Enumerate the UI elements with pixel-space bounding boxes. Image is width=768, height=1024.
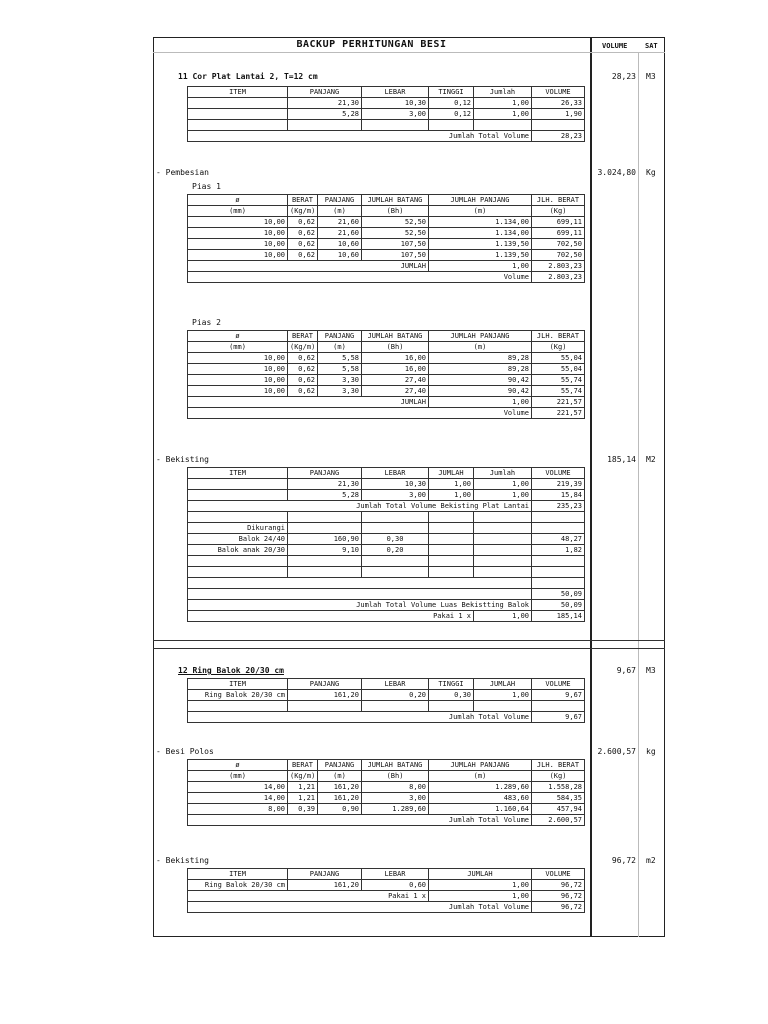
table-row	[188, 109, 585, 120]
unit-row: (mm) (Kg/m) (m) (Bh) (m) (Kg)	[188, 771, 585, 782]
table-row: 10,00 0,62 3,30 27,40 90,42 55,74	[188, 386, 585, 397]
bekisting-label: - Bekisting	[156, 455, 209, 464]
col-header: JLH. BERAT	[532, 195, 585, 206]
col-header: JUMLAH BATANG	[362, 195, 429, 206]
col-header: TINGGI	[429, 87, 474, 98]
table-header-row: ø BERAT PANJANG JUMLAH BATANG JUMLAH PANJANG JLH. BERAT	[188, 760, 585, 771]
pias1-label: Pias 1	[192, 182, 221, 191]
pembesian-label: - Pembesian	[156, 168, 209, 177]
section-volume: 185,14	[607, 455, 636, 464]
cell: 3,00	[362, 109, 429, 120]
total-row	[188, 131, 585, 142]
unit-cell: (Bh)	[362, 206, 429, 217]
unit-row: (mm) (Kg/m) (m) (Bh) (m) (Kg)	[188, 342, 585, 353]
pakai-row: Pakai 1 x 1,00 185,14	[188, 611, 585, 622]
table-row: 10,00 0,62 3,30 27,40 90,42 55,74	[188, 375, 585, 386]
table-row: 10,00 0,62 10,60 107,50 1.139,50 702,50	[188, 250, 585, 261]
table-row: 21,30 10,30 1,00 1,00 219,39	[188, 479, 585, 490]
table-row	[188, 701, 585, 712]
volume-row: Volume 221,57	[188, 408, 585, 419]
section-title: 11 Cor Plat Lantai 2, T=12 cm	[178, 72, 318, 81]
cell	[188, 98, 288, 109]
table-row	[188, 120, 585, 131]
volume-header: VOLUME	[602, 42, 628, 50]
ring-balok-table	[187, 678, 585, 723]
page-title: BACKUP PERHITUNGAN BESI	[296, 39, 447, 50]
cell: 21,30	[288, 98, 362, 109]
col-header: PANJANG	[318, 195, 362, 206]
section-volume: 9,67	[616, 666, 636, 675]
table-row: Balok 24/40 160,90 0,30 48,27	[188, 534, 585, 545]
table-header-row	[188, 87, 585, 98]
total-row: Jumlah Total Volume Luas Bekistting Balok 50,09	[188, 600, 585, 611]
col-header: ø	[188, 195, 288, 206]
section-rule	[153, 640, 665, 641]
table-row	[188, 512, 585, 523]
table-header-row	[188, 195, 585, 206]
unit-cell: (m)	[429, 206, 532, 217]
table-row	[188, 567, 585, 578]
cell: 10,30	[362, 98, 429, 109]
section-rule	[153, 648, 665, 649]
bekisting-ring-table	[187, 868, 585, 913]
col-header: PANJANG	[288, 87, 362, 98]
besi-polos-label: - Besi Polos	[156, 747, 214, 756]
bekisting-label: - Bekisting	[156, 856, 209, 865]
col-header: VOLUME	[532, 87, 585, 98]
section-unit: kg	[646, 747, 656, 756]
sat-header: SAT	[645, 42, 658, 50]
cell: 1,00	[474, 98, 532, 109]
unit-cell: (mm)	[188, 206, 288, 217]
section-volume: 2.600,57	[597, 747, 636, 756]
pias2-label: Pias 2	[192, 318, 221, 327]
cell: 26,33	[532, 98, 585, 109]
column-divider	[638, 52, 639, 937]
section-unit: Kg	[646, 168, 656, 177]
table-header-row: ITEM PANJANG LEBAR TINGGI JUMLAH VOLUME	[188, 679, 585, 690]
unit-cell: (m)	[318, 206, 362, 217]
volume-row: Volume 2.803,23	[188, 272, 585, 283]
table-row: 14,00 1,21 161,20 3,00 483,60 584,35	[188, 793, 585, 804]
cell	[188, 109, 288, 120]
pias1-table	[187, 194, 585, 283]
jumlah-row: JUMLAH 1,00 2.803,23	[188, 261, 585, 272]
cor-plat-table	[187, 86, 585, 142]
table-row: Balok anak 20/30 9,10 0,20 1,82	[188, 545, 585, 556]
table-header-row: ø BERAT PANJANG JUMLAH BATANG JUMLAH PANJANG JLH. BERAT	[188, 331, 585, 342]
cell: 1,90	[532, 109, 585, 120]
section-unit: m2	[646, 856, 656, 865]
table-row: 5,28 3,00 1,00 1,00 15,84	[188, 490, 585, 501]
col-header: BERAT	[288, 195, 318, 206]
table-row	[188, 98, 585, 109]
table-row: 10,00 0,62 21,60 52,50 1.134,00 699,11	[188, 217, 585, 228]
section-volume: 3.024,80	[597, 168, 636, 177]
subtotal-row: 50,09	[188, 589, 585, 600]
section-volume: 96,72	[611, 856, 636, 865]
unit-cell: (Kg/m)	[288, 206, 318, 217]
cell: 0,12	[429, 98, 474, 109]
pias2-table	[187, 330, 585, 419]
total-row: Jumlah Total Volume 2.600,57	[188, 815, 585, 826]
table-row	[188, 578, 585, 589]
jumlah-row: JUMLAH 1,00 221,57	[188, 397, 585, 408]
table-row: 10,00 0,62 21,60 52,50 1.134,00 699,11	[188, 228, 585, 239]
section-unit: M3	[646, 72, 656, 81]
col-header: ITEM	[188, 87, 288, 98]
table-header-row: ITEM PANJANG LEBAR JUMLAH VOLUME	[188, 869, 585, 880]
table-row	[188, 556, 585, 567]
section-unit: M2	[646, 455, 656, 464]
table-row: Ring Balok 20/30 cm 161,20 0,60 1,00 96,72	[188, 880, 585, 891]
header-rule	[153, 52, 665, 53]
total-row: Jumlah Total Volume Bekisting Plat Lantai 235,23	[188, 501, 585, 512]
section-volume: 28,23	[611, 72, 636, 81]
total-row: Jumlah Total Volume 96,72	[188, 902, 585, 913]
table-row: Ring Balok 20/30 cm 161,20 0,20 0,30 1,00 9,67	[188, 690, 585, 701]
pakai-row: Pakai 1 x 1,00 96,72	[188, 891, 585, 902]
column-divider	[590, 37, 592, 937]
section-unit: M3	[646, 666, 656, 675]
table-row: 10,00 0,62 5,58 16,00 89,28 55,04	[188, 364, 585, 375]
total-row: Jumlah Total Volume 9,67	[188, 712, 585, 723]
besi-polos-table	[187, 759, 585, 826]
col-header: Jumlah	[474, 87, 532, 98]
section-title: 12 Ring Balok 20/30 cm	[178, 666, 284, 675]
bekisting-plat-table	[187, 467, 585, 622]
table-header-row: ITEM PANJANG LEBAR JUMLAH Jumlah VOLUME	[188, 468, 585, 479]
col-header: LEBAR	[362, 87, 429, 98]
unit-cell: (Kg)	[532, 206, 585, 217]
unit-row	[188, 206, 585, 217]
total-label: Jumlah Total Volume	[188, 131, 532, 142]
cell: 5,28	[288, 109, 362, 120]
table-row: 8,00 0,39 0,90 1.289,60 1.160,64 457,94	[188, 804, 585, 815]
cell: 0,12	[429, 109, 474, 120]
table-row: 14,00 1,21 161,20 8,00 1.289,60 1.558,28	[188, 782, 585, 793]
total-value: 28,23	[532, 131, 585, 142]
cell: 1,00	[474, 109, 532, 120]
table-row: Dikurangi	[188, 523, 585, 534]
col-header: JUMLAH PANJANG	[429, 195, 532, 206]
table-row: 10,00 0,62 5,58 16,00 89,28 55,04	[188, 353, 585, 364]
table-row: 10,00 0,62 10,60 107,50 1.139,50 702,50	[188, 239, 585, 250]
